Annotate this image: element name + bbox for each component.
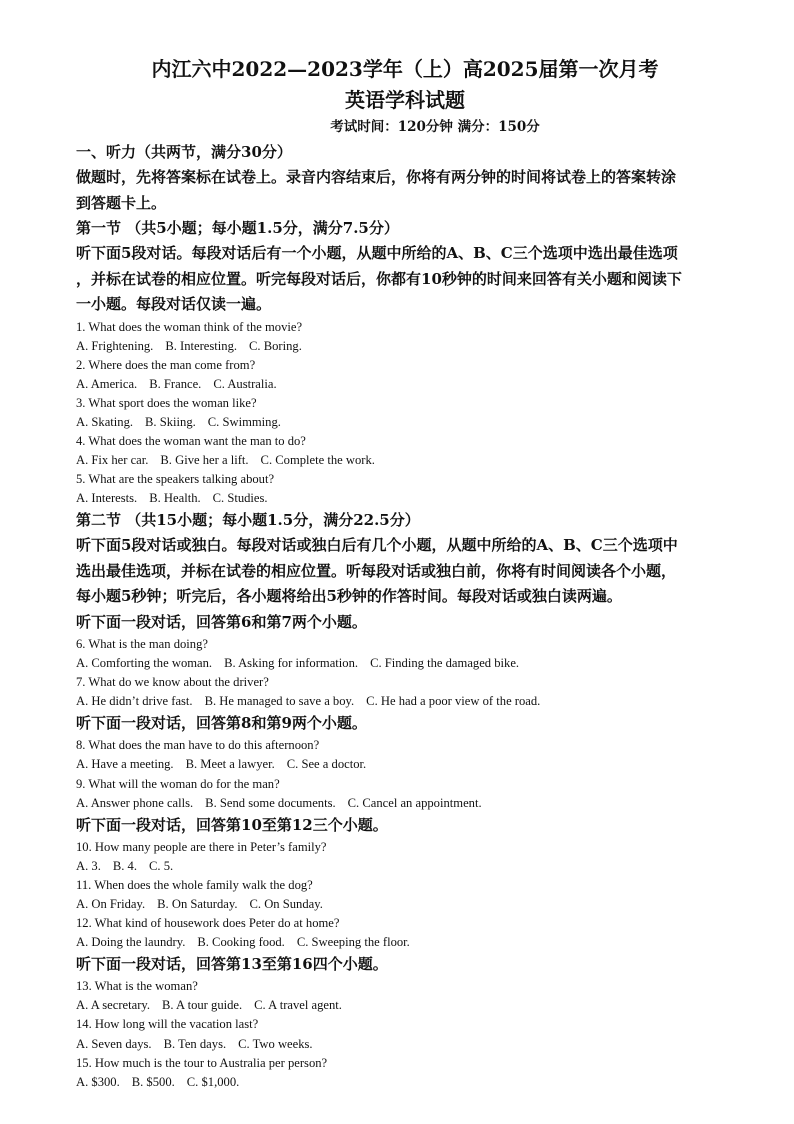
question-options bbox=[76, 794, 734, 813]
option-c: C. Sweeping the floor. bbox=[296, 935, 410, 950]
question-stem: 6. What is the man doing? bbox=[76, 636, 208, 651]
option-b: B. Health. bbox=[149, 491, 201, 506]
question-options bbox=[76, 654, 734, 673]
option-a: A. 3. bbox=[76, 858, 101, 873]
option-c: C. Swimming. bbox=[207, 414, 281, 429]
option-c: C. $1,000. bbox=[186, 1074, 240, 1089]
section2-instruction-line: 听下面5段对话或独白。每段对话或独白后有几个小题，从题中所给的A、B、C三个选项中 bbox=[76, 536, 678, 555]
option-a: A. Fix her car. bbox=[76, 453, 149, 468]
option-a: A. Doing the laundry. bbox=[76, 935, 186, 950]
section1-instruction-line: 听下面5段对话。每段对话后有一个小题，从题中所给的A、B、C三个选项中选出最佳选项 bbox=[76, 244, 678, 262]
question-stem: 8. What does the man have to do this afternoon? bbox=[76, 738, 320, 753]
question-stem: 14. How long will the vacation last? bbox=[76, 1017, 259, 1032]
option-c: C. Complete the work. bbox=[260, 453, 375, 468]
option-b: B. A tour guide. bbox=[162, 998, 243, 1013]
question-stem: 15. How much is the tour to Australia per person? bbox=[76, 1055, 328, 1070]
option-a: A. Comforting the woman. bbox=[76, 656, 213, 671]
section2-heading: 第二节 （共15小题；每小题1.5分，满分22.5分） bbox=[76, 511, 420, 530]
option-c: C. Finding the damaged bike. bbox=[370, 656, 520, 671]
option-c: C. Boring. bbox=[249, 338, 302, 353]
question-options bbox=[76, 1073, 734, 1092]
option-a: A. On Friday. bbox=[76, 896, 146, 911]
option-c: C. Australia. bbox=[213, 376, 277, 391]
question-options bbox=[76, 489, 734, 508]
option-a: A. Have a meeting. bbox=[76, 757, 174, 772]
question-options bbox=[76, 692, 734, 711]
question-stem: 1. What does the woman think of the movie? bbox=[76, 319, 303, 334]
option-b: B. 4. bbox=[112, 858, 137, 873]
section2-instruction-line: 每小题5秒钟；听完后，各小题将给出5秒钟的作答时间。每段对话或独白读两遍。 bbox=[76, 587, 622, 606]
question-options bbox=[76, 857, 734, 876]
option-b: B. Skiing. bbox=[145, 414, 196, 429]
section1-instruction-line: 一小题。每段对话仅读一遍。 bbox=[76, 295, 272, 313]
question-options bbox=[76, 755, 734, 774]
option-b: B. Give her a lift. bbox=[160, 453, 249, 468]
question-stem: 7. What do we know about the driver? bbox=[76, 675, 269, 690]
question-stem: 12. What kind of housework does Peter do at home? bbox=[76, 916, 340, 931]
section2-instruction-line: 选出最佳选项，并标在试卷的相应位置。听每段对话或独白前，你将有时间阅读各个小题， bbox=[76, 561, 677, 580]
option-c: C. A travel agent. bbox=[254, 998, 342, 1013]
option-c: C. On Sunday. bbox=[249, 896, 323, 911]
group-prompt: 听下面一段对话，回答第8和第9两个小题。 bbox=[76, 714, 367, 733]
option-b: B. Send some documents. bbox=[205, 795, 336, 810]
option-a: A. Seven days. bbox=[76, 1036, 152, 1051]
option-b: B. France. bbox=[149, 376, 202, 391]
section1-heading: 第一节 （共5小题；每小题1.5分，满分7.5分） bbox=[76, 219, 399, 237]
question-stem: 5. What are the speakers talking about? bbox=[76, 472, 275, 487]
option-a: A. He didn’t drive fast. bbox=[76, 694, 193, 709]
section1-question-list bbox=[76, 318, 734, 509]
question-options bbox=[76, 451, 734, 470]
exam-title: 内江六中2022—2023学年（上）高2025届第一次月考 bbox=[151, 57, 659, 81]
question-stem: 9. What will the woman do for the man? bbox=[76, 776, 280, 791]
option-b: B. Cooking food. bbox=[197, 935, 285, 950]
part1-instruction-line: 做题时，先将答案标在试卷上。录音内容结束后，你将有两分钟的时间将试卷上的答案转涂 bbox=[76, 168, 677, 186]
question-stem: 11. When does the whole family walk the dog? bbox=[76, 877, 313, 892]
option-c: C. Studies. bbox=[212, 491, 268, 506]
option-b: B. Asking for information. bbox=[224, 656, 359, 671]
question-options bbox=[76, 413, 734, 432]
question-options bbox=[76, 933, 734, 952]
group-prompt: 听下面一段对话，回答第6和第7两个小题。 bbox=[76, 612, 367, 631]
option-c: C. Two weeks. bbox=[238, 1036, 313, 1051]
option-b: B. Interesting. bbox=[165, 338, 238, 353]
subject-title: 英语学科试题 bbox=[345, 88, 465, 112]
option-c: C. 5. bbox=[149, 858, 174, 873]
question-options bbox=[76, 375, 734, 394]
part1-instruction-line: 到答题卡上。 bbox=[76, 193, 167, 212]
question-stem: 10. How many people are there in Peter’s family? bbox=[76, 839, 327, 854]
option-a: A. Skating. bbox=[76, 414, 134, 429]
option-a: A. Frightening. bbox=[76, 338, 154, 353]
question-options bbox=[76, 895, 734, 914]
question-stem: 3. What sport does the woman like? bbox=[76, 395, 257, 410]
option-a: A. Answer phone calls. bbox=[76, 795, 194, 810]
question-options bbox=[76, 996, 734, 1015]
question-stem: 13. What is the woman? bbox=[76, 979, 198, 994]
option-a: A. America. bbox=[76, 376, 138, 391]
option-c: C. See a doctor. bbox=[286, 757, 367, 772]
group-prompt: 听下面一段对话，回答第13至第16四个小题。 bbox=[76, 955, 388, 974]
option-a: A. A secretary. bbox=[76, 998, 151, 1013]
option-b: B. Ten days. bbox=[163, 1036, 227, 1051]
section1-instruction-line: ，并标在试卷的相应位置。听完每段对话后，你都有10秒钟的时间来回答有关小题和阅读下 bbox=[76, 269, 682, 288]
option-b: B. Meet a lawyer. bbox=[185, 757, 275, 772]
option-b: B. He managed to save a boy. bbox=[204, 694, 355, 709]
option-c: C. He had a poor view of the road. bbox=[366, 694, 541, 709]
question-options bbox=[76, 1035, 734, 1054]
question-stem: 2. Where does the man come from? bbox=[76, 357, 256, 372]
option-c: C. Cancel an appointment. bbox=[347, 795, 482, 810]
question-options bbox=[76, 337, 734, 356]
part1-heading: 一、听力（共两节，满分30分） bbox=[76, 143, 292, 161]
option-b: B. $500. bbox=[131, 1074, 175, 1089]
question-stem: 4. What does the woman want the man to do? bbox=[76, 434, 306, 449]
group-prompt: 听下面一段对话，回答第10至第12三个小题。 bbox=[76, 815, 388, 834]
option-a: A. $300. bbox=[76, 1074, 120, 1089]
option-a: A. Interests. bbox=[76, 491, 138, 506]
exam-time-score: 考试时间：120分钟 满分：150分 bbox=[330, 119, 540, 135]
option-b: B. On Saturday. bbox=[157, 896, 238, 911]
